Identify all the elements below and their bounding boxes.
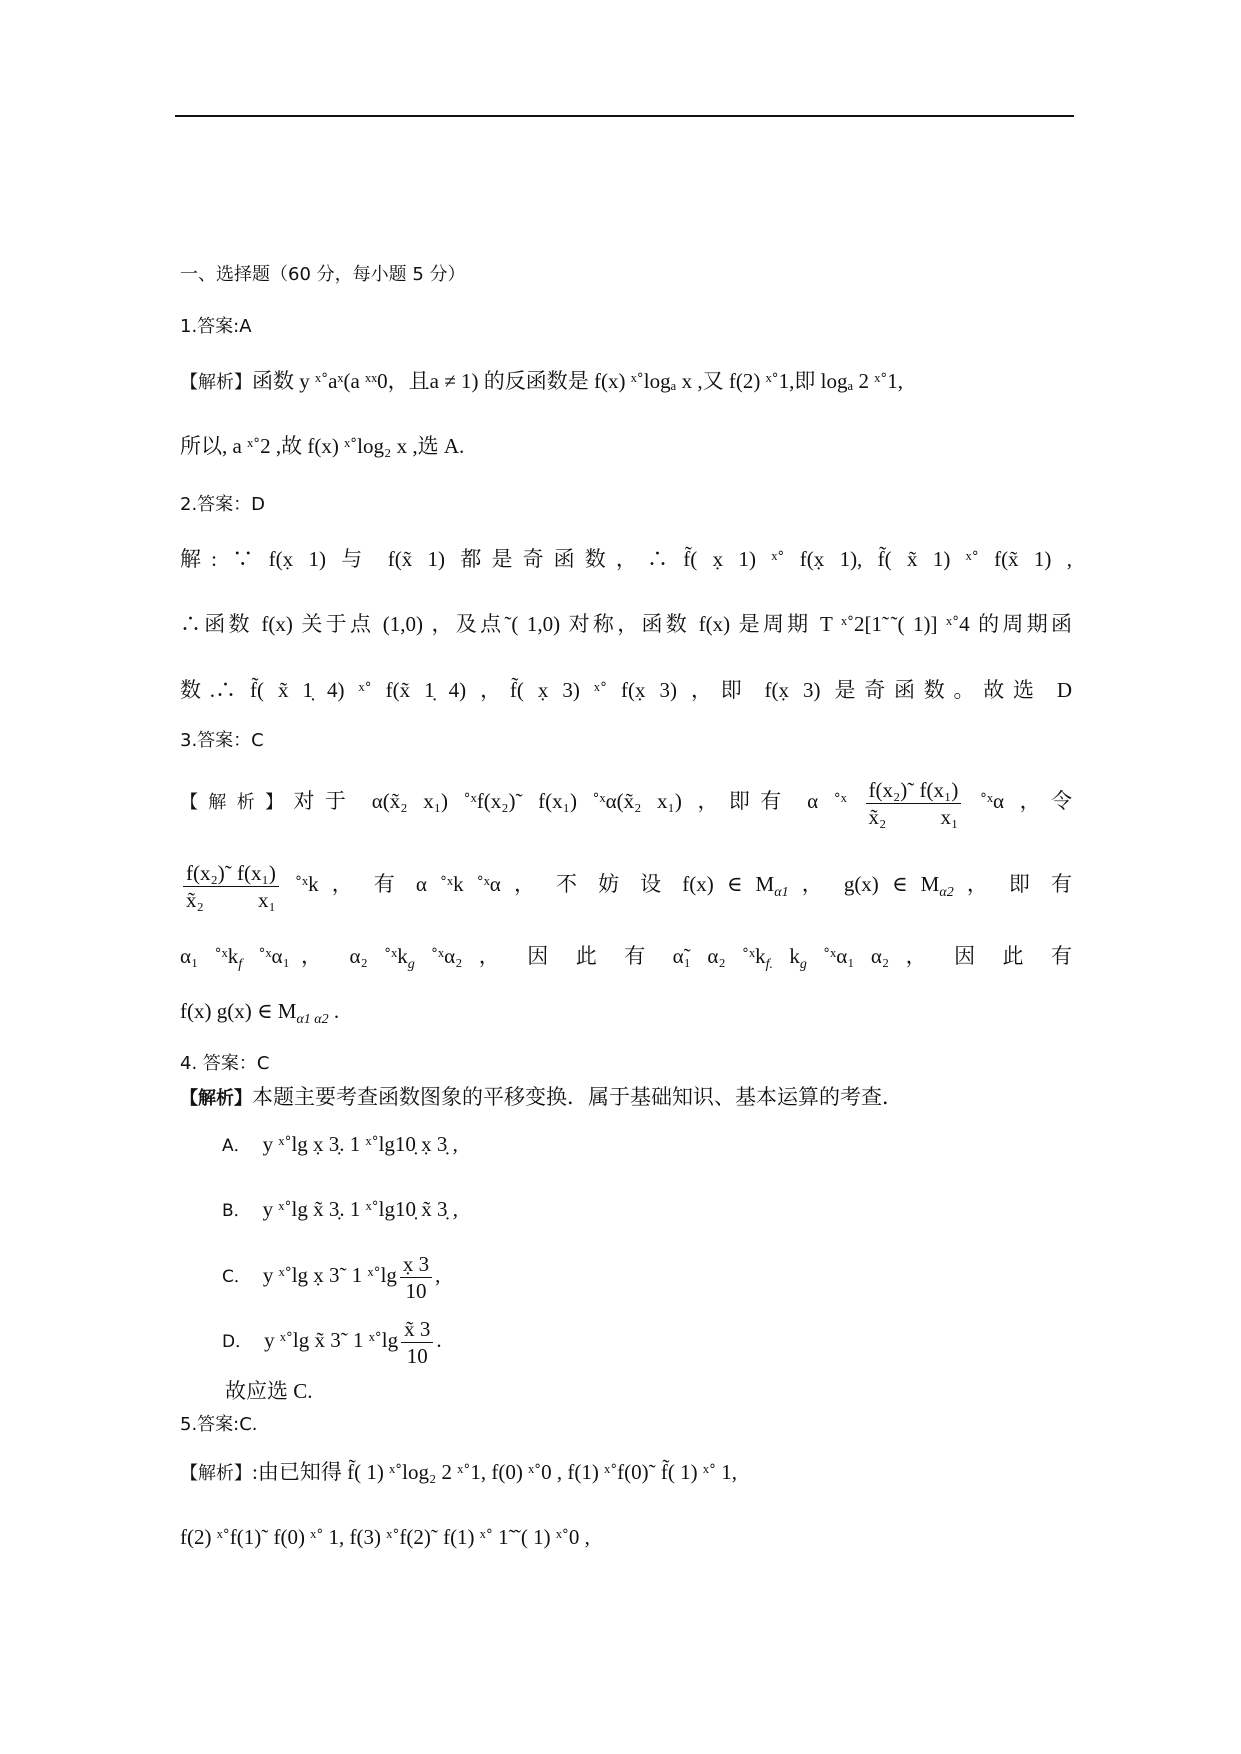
analysis-text: f(x) g(x) ∈ M <box>180 999 297 1023</box>
option-a <box>222 1129 922 1159</box>
analysis-text: 函数 y ˣ˚aˣ(a ˣˣ0，且a ≠ 1) 的反函数是 f(x) ˣ˚logₐ x ,又 f(2) ˣ˚1,即 logₐ 2 ˣ˚1, <box>252 369 904 393</box>
option-expression-end: , <box>435 1263 441 1287</box>
option-label: A． <box>222 1136 251 1156</box>
q5-answer: 5.答案:C. <box>180 1414 258 1435</box>
q1-analysis-line-1 <box>180 366 1072 396</box>
option-label: B． <box>222 1201 251 1221</box>
option-label: D． <box>222 1332 253 1352</box>
subscript: α1 <box>774 885 789 900</box>
option-c <box>222 1244 922 1306</box>
option-b <box>222 1194 922 1224</box>
option-expression: y ˣ˚lg x̣ 3̣. 1 ˣ˚lg10̣ x̣ 3̣ , <box>262 1132 458 1156</box>
analysis-text: ˚ˣα₁， α₂ ˚ˣk <box>242 944 408 968</box>
q4-conclusion: 故应选 C. <box>225 1379 313 1403</box>
analysis-text: ˚ˣα ，令 <box>964 789 1073 813</box>
q3-analysis-line-1 <box>180 770 1072 832</box>
analysis-text: α₁ ˚ˣk <box>180 944 239 968</box>
analysis-text: . <box>328 999 340 1023</box>
fraction <box>401 1316 433 1369</box>
fraction-numerator: f(x₂)˜ f(x₁) <box>183 860 279 887</box>
q4-answer: 4. 答案：C <box>180 1053 270 1074</box>
q3-analysis-line-3 <box>180 941 1072 971</box>
q2-analysis-line-1: 解: ∵ f(x̣ 1) 与 f(x̃ 1) 都是奇函数，∴ f̃( x̣ 1) ˣ˚ f(x̣ 1), f̃( x̃ 1) ˣ˚ f(x̃ 1) , <box>180 547 1072 571</box>
analysis-text: ˚ˣα₁ α₂ ， 因 此 有 <box>806 944 1072 968</box>
fraction <box>866 777 962 830</box>
analysis-text: :由已知得 f̃( 1) ˣ˚log₂ 2 ˣ˚1, f(0) ˣ˚0 , f(1) ˣ˚f(0)˜ f̃( 1) ˣ˚ 1, <box>252 1460 737 1484</box>
analysis-tag: 【解析】 <box>180 1463 252 1484</box>
q3-analysis-line-4 <box>180 996 1072 1026</box>
option-expression-end: . <box>436 1328 442 1352</box>
option-label: C． <box>222 1267 251 1287</box>
analysis-text: 本题主要考查函数图象的平移变换．属于基础知识、基本运算的考查． <box>252 1085 903 1109</box>
analysis-tag: 【解析】 <box>180 372 252 393</box>
option-d <box>222 1309 922 1371</box>
subscript: α2 <box>939 885 954 900</box>
option-expression: y ˣ˚lg x̣ 3˜ 1 ˣ˚lg <box>262 1263 397 1287</box>
analysis-text: ˚ˣα₂ ， 因 此 有 α̃₁ α₂ ˚ˣk <box>414 944 766 968</box>
subscript: f <box>238 957 243 972</box>
analysis-tag: 【解析】 <box>180 1088 252 1109</box>
analysis-text: 对于 α(x̃₂ x₁) ˚ˣf(x₂)˜ f(x₁) ˚ˣα(x̃₂ x₁) ，即有 α ˚ˣ <box>293 789 847 813</box>
header-rule <box>175 115 1074 117</box>
q2-analysis-line-3: 数.∴ f̃( x̃ 1̣ 4) ˣ˚ f(x̃ 1̣ 4) ，f̃( x̣ 3) ˣ˚ f(x̣ 3) ，即 f(x̣ 3) 是奇函数。故选 D <box>180 678 1072 702</box>
fraction <box>400 1251 432 1304</box>
q5-analysis-line-2: f(2) ˣ˚f(1)˜ f(0) ˣ˚ 1, f(3) ˣ˚f(2)˜ f(1) ˣ˚ 1̃ ˜( 1) ˣ˚0 , <box>180 1525 590 1549</box>
analysis-tag: 【解析】 <box>180 792 294 813</box>
subscript: g <box>799 957 807 972</box>
fraction-denominator: x̃₂ x₁ <box>868 804 959 829</box>
section-title: 一、选择题（60 分，每小题 5 分） <box>180 264 466 285</box>
fraction-denominator: 10 <box>405 1278 427 1303</box>
fraction <box>183 860 279 913</box>
fraction-denominator: x̃₂ x₁ <box>186 887 276 912</box>
q2-answer: 2.答案：D <box>180 494 266 515</box>
analysis-text: k <box>772 944 800 968</box>
fraction-denominator: 10 <box>406 1343 428 1368</box>
q1-answer: 1.答案:A <box>180 316 252 337</box>
analysis-text: ， 即 有 <box>953 872 1072 896</box>
option-expression: y ˣ˚lg x̃ 3˜ 1 ˣ˚lg <box>264 1328 399 1352</box>
subscript: g <box>407 957 415 972</box>
q4-analysis-line <box>180 1082 1072 1112</box>
q1-analysis-line-2: 所以, a ˣ˚2 ,故 f(x) ˣ˚log₂ x ,选 A. <box>180 434 465 458</box>
fraction-numerator: f(x₂)˜ f(x₁) <box>866 777 962 804</box>
q3-answer: 3.答案：C <box>180 730 264 751</box>
fraction-numerator: x̃ 3 <box>401 1316 433 1343</box>
q5-analysis-line-1 <box>180 1457 1072 1487</box>
q2-analysis-line-2: ∴函数 f(x) 关于点 (1,0) ，及点˜( 1,0) 对称，函数 f(x) 是周期 T ˣ˚2[1̃ ˜( 1)] ˣ˚4 的周期函 <box>180 612 1072 636</box>
analysis-text: ， g(x) ∈ M <box>788 872 940 896</box>
q3-analysis-line-2 <box>180 853 1072 915</box>
analysis-text: ˚ˣk ， 有 α ˚ˣk ˚ˣα ， 不 妨 设 f(x) ∈ M <box>281 872 775 896</box>
subscript: f. <box>765 957 773 972</box>
fraction-numerator: x̣ 3 <box>400 1251 432 1278</box>
subscript: α1 α2 <box>296 1012 329 1027</box>
option-expression: y ˣ˚lg x̃ 3̣. 1 ˣ˚lg10̣ x̃ 3̣ , <box>262 1197 458 1221</box>
